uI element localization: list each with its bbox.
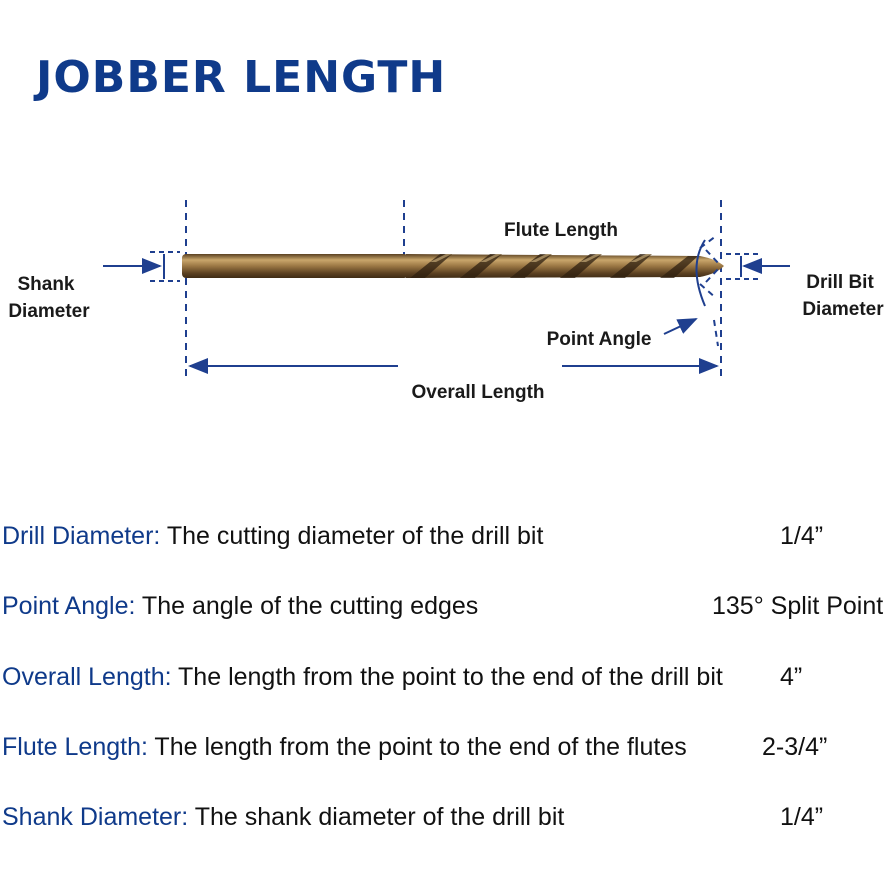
flute-length-label: Flute Length	[504, 220, 618, 241]
spec-term: Point Angle:	[2, 592, 136, 620]
spec-row-flute-length	[2, 727, 687, 767]
spec-value-shank-diameter: 1/4”	[780, 803, 824, 831]
shank-diameter-label-line1: Shank	[17, 274, 75, 295]
drill-shank	[182, 254, 408, 278]
spec-term: Shank Diameter:	[2, 803, 189, 831]
drill-bit	[182, 254, 724, 278]
spec-row-shank-diameter	[2, 797, 564, 837]
shank-diameter-label-line2: Diameter	[8, 301, 90, 322]
spec-value-point-angle: 135° Split Point	[712, 592, 884, 620]
spec-row-overall-length	[2, 657, 723, 697]
drill-bit-diagram	[0, 180, 894, 420]
point-angle-guides	[700, 236, 721, 346]
spec-term: Drill Diameter:	[2, 522, 161, 550]
spec-description: The cutting diameter of the drill bit	[160, 522, 544, 550]
spec-value-overall-length: 4”	[780, 663, 803, 691]
drill-bit-diameter-label-line1: Drill Bit	[806, 272, 874, 293]
point-angle-arrow	[664, 319, 696, 334]
page-title: JOBBER LENGTH	[36, 52, 447, 103]
spec-description: The shank diameter of the drill bit	[188, 803, 565, 831]
spec-term: Overall Length:	[2, 663, 172, 691]
guide-lines	[186, 200, 721, 380]
spec-row-drill-diameter	[2, 516, 543, 556]
spec-description: The length from the point to the end of the drill bit	[171, 663, 723, 691]
point-angle-label: Point Angle	[546, 329, 652, 350]
spec-value-drill-diameter: 1/4”	[780, 522, 824, 550]
drill-bit-diameter-label-line2: Diameter	[802, 299, 884, 320]
spec-description: The angle of the cutting edges	[135, 592, 479, 620]
spec-value-flute-length: 2-3/4”	[762, 733, 828, 761]
overall-length-label: Overall Length	[411, 382, 545, 403]
spec-description: The length from the point to the end of the flutes	[147, 733, 687, 761]
spec-row-point-angle	[2, 586, 478, 626]
spec-term: Flute Length:	[2, 733, 148, 761]
